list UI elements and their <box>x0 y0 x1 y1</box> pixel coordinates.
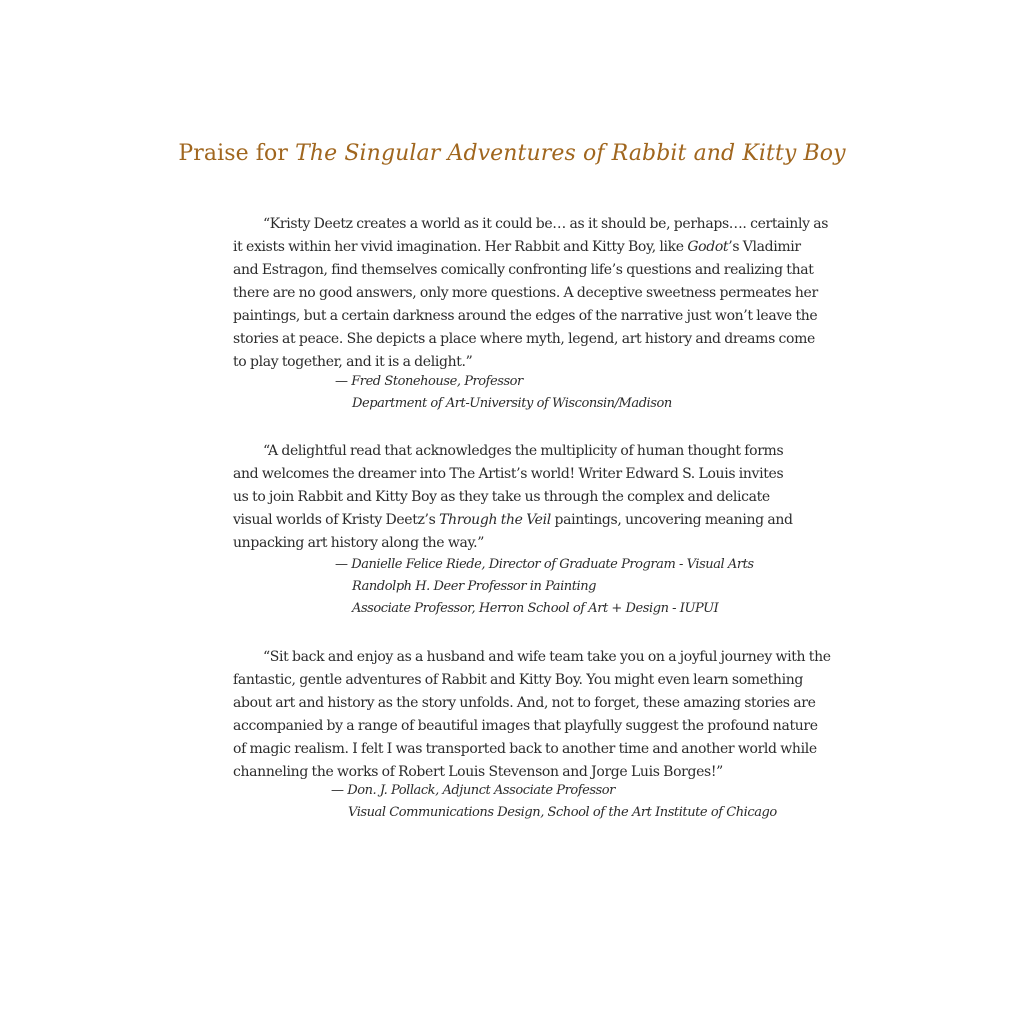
godot-italic: Godot <box>687 239 729 255</box>
quote-1-body <box>233 213 833 374</box>
quote-line: it exists within her vivid imagination. Her Rabbit and Kitty Boy, like Godot’s Vladimir <box>233 239 801 255</box>
quote-line: unpacking art history along the way.” <box>233 535 485 551</box>
attribution-line: — Fred Stonehouse, Professor <box>335 374 523 389</box>
quote-line: channeling the works of Robert Louis Stevenson and Jorge Luis Borges!” <box>233 764 723 780</box>
quote-3-attribution <box>331 780 777 824</box>
page-title <box>0 141 1024 166</box>
attribution-line: Associate Professor, Herron School of Art + Design - IUPUI <box>352 601 719 616</box>
quote-line: and welcomes the dreamer into The Artist’s world! Writer Edward S. Louis invites <box>233 466 784 482</box>
quote-line: there are no good answers, only more questions. A deceptive sweetness permeates her <box>233 285 818 301</box>
quote-line: stories at peace. She depicts a place where myth, legend, art history and dreams come <box>233 331 815 347</box>
title-book-name: The Singular Adventures of Rabbit and Kitty Boy <box>295 141 846 166</box>
quote-line: visual worlds of Kristy Deetz’s Through the Veil paintings, uncovering meaning and <box>233 512 793 528</box>
quote-line: and Estragon, find themselves comically confronting life’s questions and realizing that <box>233 262 814 278</box>
attribution-line: — Don. J. Pollack, Adjunct Associate Professor <box>331 783 615 798</box>
quote-line: to play together, and it is a delight.” <box>233 354 473 370</box>
attribution-line: — Danielle Felice Riede, Director of Graduate Program - Visual Arts <box>335 557 754 572</box>
quote-line: “Sit back and enjoy as a husband and wife team take you on a joyful journey with the <box>263 649 831 665</box>
attribution-line: Randolph H. Deer Professor in Painting <box>352 579 596 594</box>
quote-line: “A delightful read that acknowledges the multiplicity of human thought forms <box>263 443 784 459</box>
quote-line: us to join Rabbit and Kitty Boy as they take us through the complex and delicate <box>233 489 770 505</box>
quote-line: paintings, but a certain darkness around the edges of the narrative just won’t leave the <box>233 308 818 324</box>
quote-line: about art and history as the story unfolds. And, not to forget, these amazing stories are <box>233 695 816 711</box>
through-the-veil-italic: Through the Veil <box>439 512 551 528</box>
quote-line: fantastic, gentle adventures of Rabbit and Kitty Boy. You might even learn something <box>233 672 803 688</box>
quote-line: of magic realism. I felt I was transported back to another time and another world while <box>233 741 817 757</box>
quote-1-attribution <box>335 371 672 415</box>
quote-line: accompanied by a range of beautiful images that playfully suggest the profound nature <box>233 718 818 734</box>
attribution-line: Department of Art-University of Wisconsin/Madison <box>352 396 672 411</box>
attribution-line: Visual Communications Design, School of the Art Institute of Chicago <box>348 805 777 820</box>
title-prefix: Praise for <box>178 141 296 166</box>
quote-2-body <box>233 440 833 555</box>
quote-2-attribution <box>335 554 754 620</box>
quote-3-body <box>233 646 833 784</box>
quote-line: “Kristy Deetz creates a world as it could be… as it should be, perhaps…. certainly as <box>263 216 829 232</box>
